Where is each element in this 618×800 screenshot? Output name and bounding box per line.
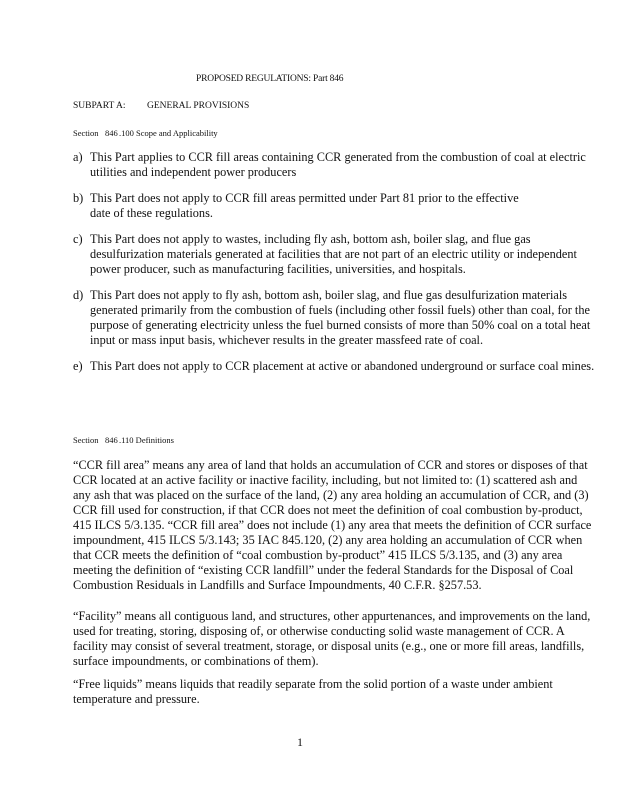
item-text: This Part does not apply to fly ash, bottom ash, boiler slag, and flue gas desulfurization materials generated primarily from the combustion of fuels (including other fossil fuels) other than coal, for the purpose of generating electricity unless the fuel burned consists of more than 50% coal on a total heat input or mass input basis, whichever results in the greater massfeed rate of coal. <box>90 288 591 347</box>
item-text: This Part does not apply to CCR placement at active or abandoned underground or surface coal mines. <box>90 359 595 373</box>
subpart-name: GENERAL PROVISIONS <box>147 101 250 111</box>
list-item <box>73 191 595 221</box>
subpart-heading <box>73 101 249 111</box>
list-item <box>73 359 595 374</box>
item-text: This Part does not apply to CCR fill areas permitted under Part 81 prior to the effective date of these regulations. <box>90 191 519 220</box>
page-number: 1 <box>297 735 303 749</box>
section-100-items <box>73 150 595 385</box>
definition-ccr-fill-area: “CCR fill area” means any area of land that holds an accumulation of CCR and stores or disposes of that CCR located at an active facility or inactive facility, including, but not limited to: (1) scattered ash and any ash that was placed on the surface of the land, (2) any area holding an accumulation of CCR, and (3) CCR fill used for construction, if that CCR does not meet the definition of coal combustion by-product, 415 ILCS 5/3.135. “CCR fill area” does not include (1) any area that meets the definition of CCR surface impoundment, 415 ILCS 5/3.143; 35 IAC 845.120, (2) any area holding an accumulation of CCR when that CCR meets the definition of “coal combustion by-product” 415 ILCS 5/3.135, and (3) any area meeting the definition of “existing CCR landfill” under the federal Standards for the Disposal of Coal Combustion Residuals in Landfills and Surface Impoundments, 40 C.F.R. §257.53. <box>73 458 592 592</box>
definition-free-liquids: “Free liquids” means liquids that readily separate from the solid portion of a waste under ambient temperature and pressure. <box>73 677 553 706</box>
subpart-key: SUBPART A: <box>73 101 126 111</box>
section-title: .100 Scope and Applicability <box>119 128 218 138</box>
list-item <box>73 232 595 277</box>
item-label: d) <box>73 288 84 302</box>
list-item <box>73 288 595 348</box>
definition-facility: “Facility” means all contiguous land, and structures, other appurtenances, and improvements on the land, used for treating, storing, disposing of, or otherwise conducting solid waste management of CCR. A facility may consist of several treatment, storage, or disposal units (e.g., one or more fill areas, landfills, surface impoundments, or combinations of them). <box>73 609 591 668</box>
item-label: a) <box>73 150 83 164</box>
section-word: Section <box>73 128 99 138</box>
item-text: This Part applies to CCR fill areas containing CCR generated from the combustion of coal at electric utilities and independent power producers <box>90 150 586 179</box>
section-100-heading <box>73 128 218 138</box>
item-label: e) <box>73 359 83 373</box>
section-title: .110 Definitions <box>119 435 174 445</box>
section-word: Section <box>73 435 99 445</box>
document-title: PROPOSED REGULATIONS: Part 846 <box>196 74 344 84</box>
section-part: 846 <box>105 435 118 445</box>
item-label: b) <box>73 191 84 205</box>
section-110-heading <box>73 435 174 445</box>
item-text: This Part does not apply to wastes, including fly ash, bottom ash, boiler slag, and flue gas desulfurization materials generated at facilities that are not part of an electric utility or independent power producer, such as manufacturing facilities, universities, and hospitals. <box>90 232 577 276</box>
section-part: 846 <box>105 128 118 138</box>
item-label: c) <box>73 232 83 246</box>
list-item <box>73 150 595 180</box>
